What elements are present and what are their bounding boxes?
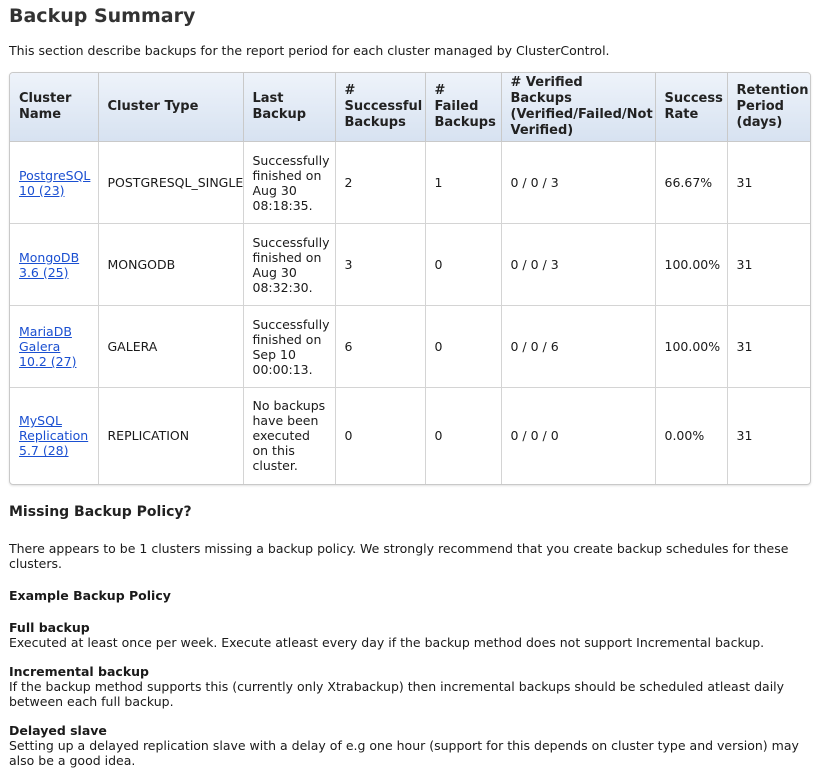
cell-successful: 6 [335,306,425,388]
cell-successful: 2 [335,142,425,224]
cell-retention: 31 [727,224,810,306]
cluster-link-postgresql[interactable]: PostgreSQL 10 (23) [19,167,91,198]
table-header-row [10,73,810,142]
cell-failed: 0 [425,306,501,388]
cell-failed: 1 [425,142,501,224]
cell-retention: 31 [727,142,810,224]
cell-retention: 31 [736,428,753,444]
missing-policy-heading: Missing Backup Policy? [9,503,192,520]
table-row [10,306,810,388]
cell-cluster-type: REPLICATION [98,388,243,484]
header-cluster-name: Cluster Name [10,73,98,142]
cell-retention: 31 [727,306,810,388]
cell-last-backup: Successfully finished on Sep 10 00:00:13. [243,306,335,388]
policy-title: Delayed slave [9,722,107,738]
policy-delayed-slave [9,723,813,768]
table-row [10,142,810,224]
header-failed-backups: # Failed Backups [425,73,501,142]
policy-full-backup [9,620,813,650]
header-success-rate: Success Rate [655,73,727,142]
cell-verified: 0 / 0 / 3 [501,224,655,306]
header-cluster-type: Cluster Type [98,73,243,142]
policy-title: Full backup [9,619,90,635]
cell-verified: 0 / 0 / 6 [501,306,655,388]
cell-success-rate: 0.00% [655,388,727,484]
cell-last-backup: Successfully finished on Aug 30 08:32:30. [243,224,335,306]
cell-cluster-type: GALERA [98,306,243,388]
missing-policy-text: There appears to be 1 clusters missing a backup policy. We strongly recommend that you create backup schedules for these clusters. [9,540,789,571]
page-title: Backup Summary [9,5,196,27]
policy-text: Executed at least once per week. Execute atleast every day if the backup method does not support Incremental backup. [9,634,765,650]
cell-verified: 0 / 0 / 0 [501,388,655,484]
cell-last-backup: Successfully finished on Aug 30 08:18:35. [243,142,335,224]
cluster-link-mongodb[interactable]: MongoDB 3.6 (25) [19,249,80,280]
policy-text: If the backup method supports this (currently only Xtrabackup) then incremental backups should be scheduled atleast daily between each full backup. [9,678,785,709]
cell-failed: 0 [425,388,501,484]
cell-cluster-name [10,388,98,484]
cell-last-backup: No backups have been executed on this cluster. [243,388,335,484]
cell-failed: 0 [425,224,501,306]
cell-cluster-type: POSTGRESQL_SINGLE [98,142,243,224]
intro-text: This section describe backups for the report period for each cluster managed by ClusterControl. [9,43,610,58]
header-verified-backups: # Verified Backups (Verified/Failed/Not Verified) [501,73,655,142]
policy-incremental-backup [9,664,813,709]
header-last-backup: Last Backup [243,73,335,142]
header-successful-backups: # Successful Backups [335,73,425,142]
cell-successful: 3 [335,224,425,306]
policy-text: Setting up a delayed replication slave with a delay of e.g one hour (support for this depends on cluster type and version) may also be a good idea. [9,737,799,768]
example-policy-heading: Example Backup Policy [9,587,171,603]
cell-cluster-name [10,142,98,224]
cluster-link-mariadb[interactable]: MariaDB Galera 10.2 (27) [19,324,77,369]
cluster-link-mysql[interactable]: MySQL Replication 5.7 (28) [19,413,89,459]
cell-verified: 0 / 0 / 3 [501,142,655,224]
policy-title: Incremental backup [9,663,150,679]
cell-successful: 0 [335,388,425,484]
header-retention-period: Retention Period (days) [727,73,810,142]
cell-success-rate: 66.67% [655,142,727,224]
cell-success-rate: 100.00% [655,224,727,306]
cell-cluster-name [10,224,98,306]
backup-summary-table [10,73,810,484]
table-row [10,224,810,306]
cell-cluster-name [10,306,98,388]
cell-cluster-type: MONGODB [98,224,243,306]
table-row [10,388,810,484]
cell-success-rate: 100.00% [655,306,727,388]
backup-summary-table-container [9,72,811,485]
